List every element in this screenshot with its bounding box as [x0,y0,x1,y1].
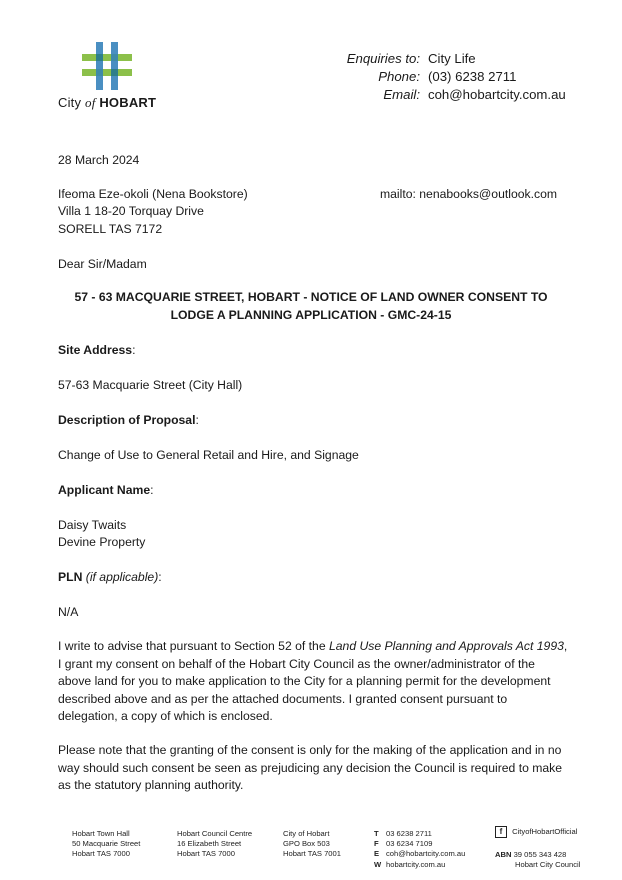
body-p1-start: I write to advise that pursuant to Section 52 of the [58,639,329,653]
footer-col1-line3: Hobart TAS 7000 [72,849,130,859]
footer-col1-line2: 50 Macquarie Street [72,839,141,849]
footer-email[interactable]: coh@hobartcity.com.au [386,849,466,859]
salutation: Dear Sir/Madam [58,257,147,271]
body-paragraph-2: Please note that the granting of the consent is only for the making of the application and in no way should such consent be seen as prejudicing any decision the Council is required to make as the statutory planning authority. [58,743,563,793]
logo-of-text: of [85,95,96,110]
enquiries-labels [310,50,420,104]
footer-town-hall [72,829,140,860]
colon: : [150,483,154,497]
footer-web-key: W [374,859,382,869]
footer-contact-values [386,829,465,870]
recipient-email: mailto: nenabooks@outlook.com [380,187,557,201]
abn-label: ABN [495,850,512,859]
colon: : [158,570,162,584]
facebook-icon: f [495,826,507,838]
logo-wordmark [58,95,156,111]
city-of-hobart-logo-icon [82,42,134,90]
enquiries-to-label: Enquiries to: [346,51,420,66]
proposal-value: Change of Use to General Retail and Hire, and Signage [58,448,359,462]
enquiries-to-value: City Life [428,51,476,66]
heading-line2: LODGE A PLANNING APPLICATION - GMC-24-15 [170,307,452,322]
abn-value: 39 055 343 428 [513,850,567,859]
letter-date: 28 March 2024 [58,153,140,167]
pln-value: N/A [58,605,79,619]
footer-col1-line1: Hobart Town Hall [72,829,130,838]
pln-label: PLN [58,570,83,584]
footer-postal [283,829,341,860]
email-label: Email: [383,87,420,102]
recipient-address-line1: Villa 1 18-20 Torquay Drive [58,204,204,218]
recipient-address-line2: SORELL TAS 7172 [58,222,163,236]
applicant-line2: Devine Property [58,535,146,549]
footer-col2-line3: Hobart TAS 7000 [177,849,235,859]
proposal-label: Description of Proposal [58,413,196,427]
act-title: Land Use Planning and Approvals Act 1993 [329,639,564,653]
phone-label: Phone: [378,69,420,84]
body-p1-end: , I grant my consent on behalf of the Hobart City Council as the owner/administrator of the above land for you to make application to the City for a planning permit for the development described above and as per the attached documents. I granted consent pursuant to delegation, a copy of which is enclosed. [58,639,568,724]
applicant-line1: Daisy Twaits [58,518,127,532]
footer-abn [495,850,580,870]
footer-col3-line3: Hobart TAS 7001 [283,849,341,859]
footer-council-centre [177,829,252,860]
footer-fax-key: F [374,839,379,849]
site-address-label-row [58,342,135,360]
colon: : [132,343,136,357]
pln-label-row [58,569,162,587]
footer-phone: 03 6238 2711 [386,829,432,838]
colon: : [195,413,199,427]
footer-phone-key: T [374,829,379,838]
recipient-name: Ifeoma Eze-okoli (Nena Bookstore) [58,187,248,201]
letter-heading [40,289,582,324]
applicant-label-row [58,482,154,500]
logo-hobart-text: HOBART [99,95,157,110]
footer-col2-line2: 16 Elizabeth Street [177,839,242,849]
body-paragraph-1 [58,638,568,726]
footer-website[interactable]: hobartcity.com.au [386,859,446,869]
footer-contact-keys [374,829,381,870]
pln-note: (if applicable) [85,570,159,584]
heading-line1: 57 - 63 MACQUARIE STREET, HOBART - NOTICE OF LAND OWNER CONSENT TO [74,290,548,304]
footer-col3-line2: GPO Box 503 [283,839,330,849]
footer-col2-line1: Hobart Council Centre [177,829,253,838]
footer-fax: 03 6234 7109 [386,839,433,849]
logo-city-text: City [58,95,82,110]
site-address-label: Site Address [58,343,133,357]
footer-facebook[interactable] [495,826,577,838]
footer-council-name: Hobart City Council [515,860,581,870]
footer-email-key: E [374,849,380,859]
applicant-label: Applicant Name [58,483,151,497]
enquiries-values [428,50,566,104]
site-address-value: 57-63 Macquarie Street (City Hall) [58,378,243,392]
footer-col3-line1: City of Hobart [283,829,330,838]
email-value: coh@hobartcity.com.au [428,87,566,102]
proposal-label-row [58,412,199,430]
phone-value: (03) 6238 2711 [428,69,517,84]
facebook-handle: CityofHobartOfficial [512,826,578,836]
